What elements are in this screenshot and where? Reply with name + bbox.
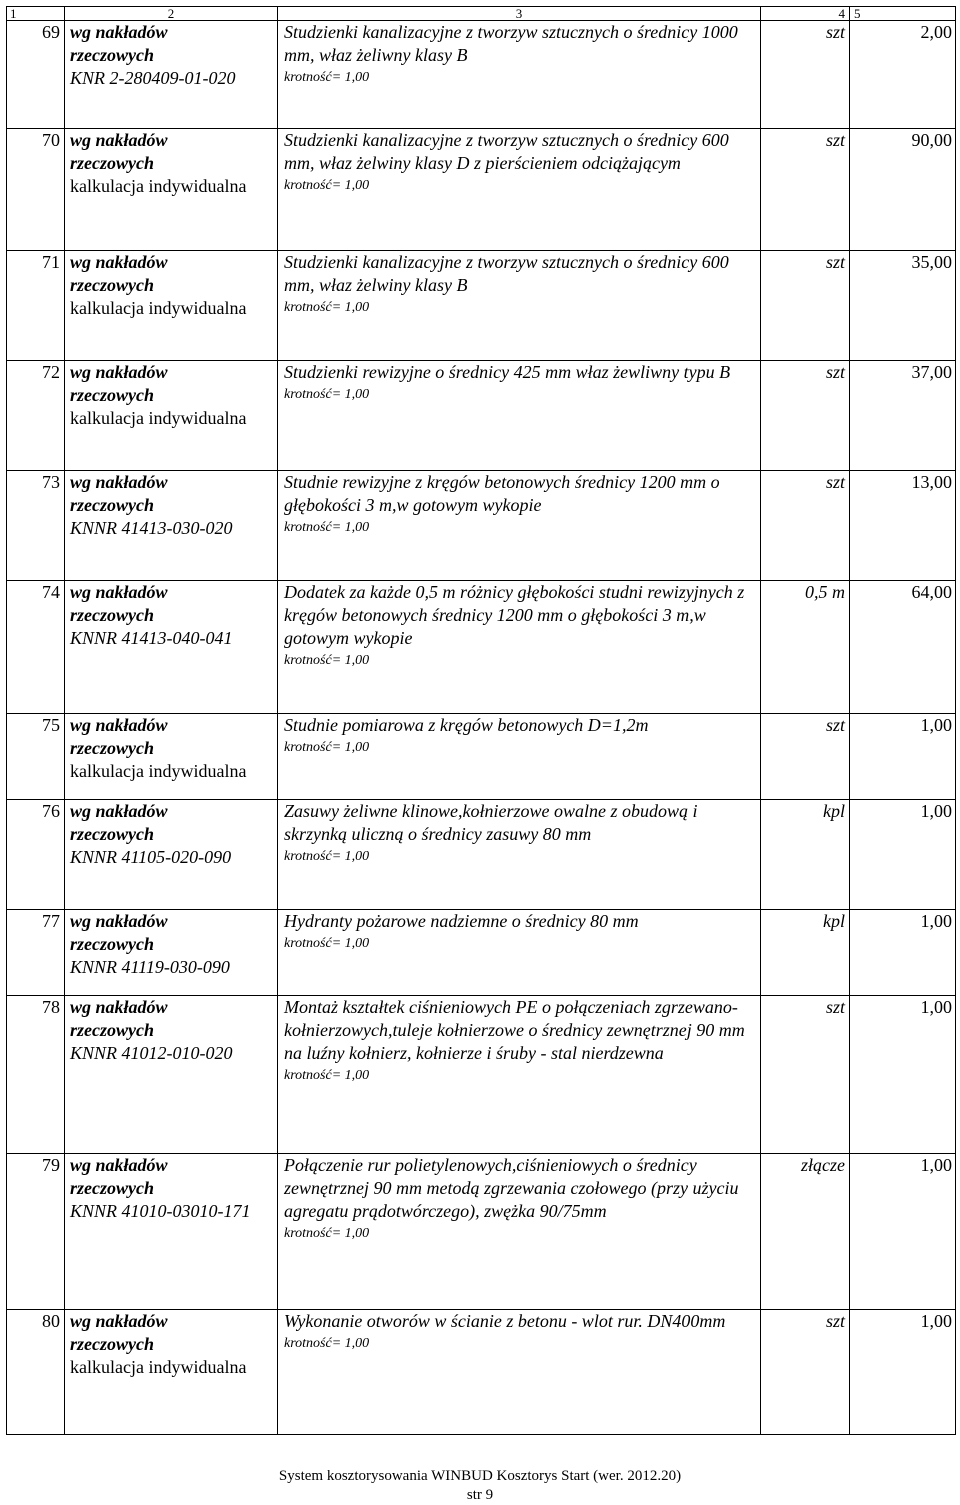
table-row: [7, 800, 956, 910]
item-number-text: 72: [42, 362, 60, 382]
quantity-text: 1,00: [920, 911, 952, 931]
basis-cell: [65, 471, 278, 581]
description-text: Połączenie rur polietylenowych,ciśnieniowych o średnicy zewnętrznej 90 mm metodą zgrzewania czołowego (przy użyciu agregatu prądotwórczego), zwężka 90/75mm: [284, 1155, 739, 1221]
item-number-text: 69: [42, 22, 60, 42]
basis-cell: [65, 714, 278, 800]
basis-line: rzeczowych: [70, 1334, 154, 1354]
basis-code: kalkulacja indywidualna: [70, 1357, 247, 1377]
column-number: 2: [65, 7, 278, 21]
multiplier-text: krotność= 1,00: [284, 740, 370, 755]
basis-code: kalkulacja indywidualna: [70, 408, 247, 428]
basis-line: wg nakładów: [70, 582, 168, 602]
basis-cell: [65, 800, 278, 910]
basis-code: kalkulacja indywidualna: [70, 761, 247, 781]
quantity-cell: [850, 251, 956, 361]
description-text: Studzienki kanalizacyjne z tworzyw sztucznych o średnicy 600 mm, właz żelwiny klasy B: [284, 252, 729, 295]
description-text: Wykonanie otworów w ścianie z betonu - wlot rur. DN400mm: [284, 1311, 726, 1331]
basis-line: wg nakładów: [70, 801, 168, 821]
unit-text: szt: [825, 362, 845, 382]
basis-line: rzeczowych: [70, 1020, 154, 1040]
description-cell: [278, 581, 761, 714]
description-cell: [278, 1310, 761, 1435]
item-number-text: 77: [42, 911, 60, 931]
quantity-text: 64,00: [911, 582, 952, 602]
item-number: [7, 800, 65, 910]
quantity-text: 13,00: [911, 472, 952, 492]
basis-line: wg nakładów: [70, 1155, 168, 1175]
multiplier-text: krotność= 1,00: [284, 178, 370, 193]
quantity-text: 1,00: [920, 1155, 952, 1175]
multiplier-text: krotność= 1,00: [284, 1336, 370, 1351]
basis-line: wg nakładów: [70, 130, 168, 150]
multiplier-text: krotność= 1,00: [284, 300, 370, 315]
multiplier-text: krotność= 1,00: [284, 70, 370, 85]
basis-cell: [65, 996, 278, 1154]
basis-line: wg nakładów: [70, 472, 168, 492]
table-row: [7, 1310, 956, 1435]
unit-cell: [761, 21, 850, 129]
basis-code: KNNR 41105-020-090: [70, 847, 232, 867]
item-number-text: 79: [42, 1155, 60, 1175]
basis-code: KNNR 41012-010-020: [70, 1043, 233, 1063]
basis-line: rzeczowych: [70, 45, 154, 65]
description-text: Montaż kształtek ciśnieniowych PE o połączeniach zgrzewano-kołnierzowych,tuleje kołnierzowe o średnicy zewnętrznej 90 mm na luźny kołnierz, kołnierze i śruby - stal nierdzewna: [284, 997, 745, 1063]
multiplier-text: krotność= 1,00: [284, 1068, 370, 1083]
quantity-text: 1,00: [920, 1311, 952, 1331]
table-row: [7, 21, 956, 129]
unit-cell: [761, 996, 850, 1154]
basis-line: rzeczowych: [70, 738, 154, 758]
basis-code: KNR 2-280409-01-020: [70, 68, 236, 88]
quantity-cell: [850, 910, 956, 996]
item-number: [7, 1310, 65, 1435]
description-cell: [278, 714, 761, 800]
multiplier-text: krotność= 1,00: [284, 520, 370, 535]
basis-cell: [65, 21, 278, 129]
basis-code: kalkulacja indywidualna: [70, 176, 247, 196]
item-number-text: 73: [42, 472, 60, 492]
quantity-cell: [850, 581, 956, 714]
unit-text: szt: [825, 715, 845, 735]
quantity-text: 90,00: [911, 130, 952, 150]
unit-cell: [761, 361, 850, 471]
unit-cell: [761, 581, 850, 714]
item-number: [7, 361, 65, 471]
quantity-text: 35,00: [911, 252, 952, 272]
unit-cell: [761, 251, 850, 361]
basis-cell: [65, 1154, 278, 1310]
basis-line: rzeczowych: [70, 153, 154, 173]
basis-line: rzeczowych: [70, 824, 154, 844]
description-text: Hydranty pożarowe nadziemne o średnicy 80 mm: [284, 911, 639, 931]
basis-line: wg nakładów: [70, 1311, 168, 1331]
table-row: [7, 910, 956, 996]
description-text: Studzienki kanalizacyjne z tworzyw sztucznych o średnicy 1000 mm, właz żeliwny klasy B: [284, 22, 738, 65]
basis-line: wg nakładów: [70, 22, 168, 42]
basis-line: rzeczowych: [70, 934, 154, 954]
footer-system-text: System kosztorysowania WINBUD Kosztorys Start (wer. 2012.20): [278, 1468, 682, 1484]
basis-code: KNNR 41413-030-020: [70, 518, 233, 538]
description-text: Studzienki rewizyjne o średnicy 425 mm właz żewliwny typu B: [284, 362, 731, 382]
unit-cell: [761, 714, 850, 800]
basis-cell: [65, 910, 278, 996]
basis-code: kalkulacja indywidualna: [70, 298, 247, 318]
unit-text: szt: [825, 997, 845, 1017]
basis-code: KNNR 41010-03010-171: [70, 1201, 251, 1221]
table-row: [7, 129, 956, 251]
column-number: 4: [761, 7, 850, 21]
description-cell: [278, 251, 761, 361]
basis-code: KNNR 41119-030-090: [70, 957, 230, 977]
description-cell: [278, 996, 761, 1154]
quantity-cell: [850, 996, 956, 1154]
multiplier-text: krotność= 1,00: [284, 387, 370, 402]
item-number: [7, 251, 65, 361]
item-number-text: 74: [42, 582, 60, 602]
basis-line: rzeczowych: [70, 495, 154, 515]
table-row: [7, 251, 956, 361]
multiplier-text: krotność= 1,00: [284, 936, 370, 951]
multiplier-text: krotność= 1,00: [284, 1226, 370, 1241]
table-row: [7, 1154, 956, 1310]
item-number-text: 70: [42, 130, 60, 150]
basis-cell: [65, 1310, 278, 1435]
quantity-cell: [850, 361, 956, 471]
description-text: Studzienki kanalizacyjne z tworzyw sztucznych o średnicy 600 mm, właz żelwiny klasy D z pierścieniem odciążającym: [284, 130, 729, 173]
unit-text: szt: [825, 22, 845, 42]
basis-line: rzeczowych: [70, 1178, 154, 1198]
table-row: [7, 714, 956, 800]
multiplier-text: krotność= 1,00: [284, 849, 370, 864]
description-text: Studnie rewizyjne z kręgów betonowych średnicy 1200 mm o głębokości 3 m,w gotowym wykopie: [284, 472, 720, 515]
basis-cell: [65, 581, 278, 714]
unit-text: szt: [825, 472, 845, 492]
quantity-text: 37,00: [911, 362, 952, 382]
unit-cell: [761, 800, 850, 910]
unit-text: szt: [825, 130, 845, 150]
description-text: Zasuwy żeliwne klinowe,kołnierzowe owalne z obudową i skrzynką uliczną o średnicy zasuwy 80 mm: [284, 801, 698, 844]
quantity-cell: [850, 1310, 956, 1435]
item-number: [7, 996, 65, 1154]
item-number: [7, 910, 65, 996]
basis-line: wg nakładów: [70, 715, 168, 735]
item-number-text: 75: [42, 715, 60, 735]
table-row: [7, 996, 956, 1154]
basis-cell: [65, 251, 278, 361]
quantity-cell: [850, 129, 956, 251]
item-number: [7, 471, 65, 581]
description-cell: [278, 910, 761, 996]
unit-cell: [761, 1154, 850, 1310]
unit-text: kpl: [823, 911, 845, 931]
basis-cell: [65, 361, 278, 471]
item-number-text: 71: [42, 252, 60, 272]
quantity-text: 2,00: [920, 22, 952, 42]
description-cell: [278, 471, 761, 581]
column-number: 1: [7, 7, 65, 21]
description-text: Dodatek za każde 0,5 m różnicy głębokości studni rewizyjnych z kręgów betonowych średnicy 1200 mm o głębokości 3 m,w gotowym wykopie: [284, 582, 745, 648]
unit-text: 0,5 m: [805, 582, 845, 602]
description-cell: [278, 361, 761, 471]
unit-text: kpl: [823, 801, 845, 821]
unit-text: złącze: [801, 1155, 845, 1175]
quantity-cell: [850, 471, 956, 581]
description-cell: [278, 21, 761, 129]
item-number-text: 80: [42, 1311, 60, 1331]
basis-line: wg nakładów: [70, 997, 168, 1017]
column-number-row: [7, 7, 956, 21]
multiplier-text: krotność= 1,00: [284, 653, 370, 668]
table-row: [7, 361, 956, 471]
description-cell: [278, 800, 761, 910]
cost-estimate-table: [6, 6, 956, 1435]
basis-line: rzeczowych: [70, 275, 154, 295]
basis-cell: [65, 129, 278, 251]
item-number-text: 76: [42, 801, 60, 821]
description-cell: [278, 129, 761, 251]
unit-cell: [761, 1310, 850, 1435]
basis-line: wg nakładów: [70, 911, 168, 931]
item-number: [7, 129, 65, 251]
item-number-text: 78: [42, 997, 60, 1017]
column-number: 5: [850, 7, 956, 21]
footer-page-number: str 9: [466, 1487, 494, 1503]
description-cell: [278, 1154, 761, 1310]
item-number: [7, 21, 65, 129]
column-number: 3: [278, 7, 761, 21]
unit-text: szt: [825, 252, 845, 272]
item-number: [7, 714, 65, 800]
unit-cell: [761, 471, 850, 581]
item-number: [7, 1154, 65, 1310]
quantity-text: 1,00: [920, 801, 952, 821]
quantity-text: 1,00: [920, 715, 952, 735]
table-row: [7, 471, 956, 581]
basis-line: wg nakładów: [70, 362, 168, 382]
table-row: [7, 581, 956, 714]
quantity-cell: [850, 800, 956, 910]
basis-code: KNNR 41413-040-041: [70, 628, 233, 648]
unit-cell: [761, 910, 850, 996]
quantity-cell: [850, 21, 956, 129]
unit-cell: [761, 129, 850, 251]
basis-line: rzeczowych: [70, 605, 154, 625]
unit-text: szt: [825, 1311, 845, 1331]
quantity-text: 1,00: [920, 997, 952, 1017]
quantity-cell: [850, 1154, 956, 1310]
basis-line: rzeczowych: [70, 385, 154, 405]
quantity-cell: [850, 714, 956, 800]
description-text: Studnie pomiarowa z kręgów betonowych D=1,2m: [284, 715, 649, 735]
basis-line: wg nakładów: [70, 252, 168, 272]
item-number: [7, 581, 65, 714]
